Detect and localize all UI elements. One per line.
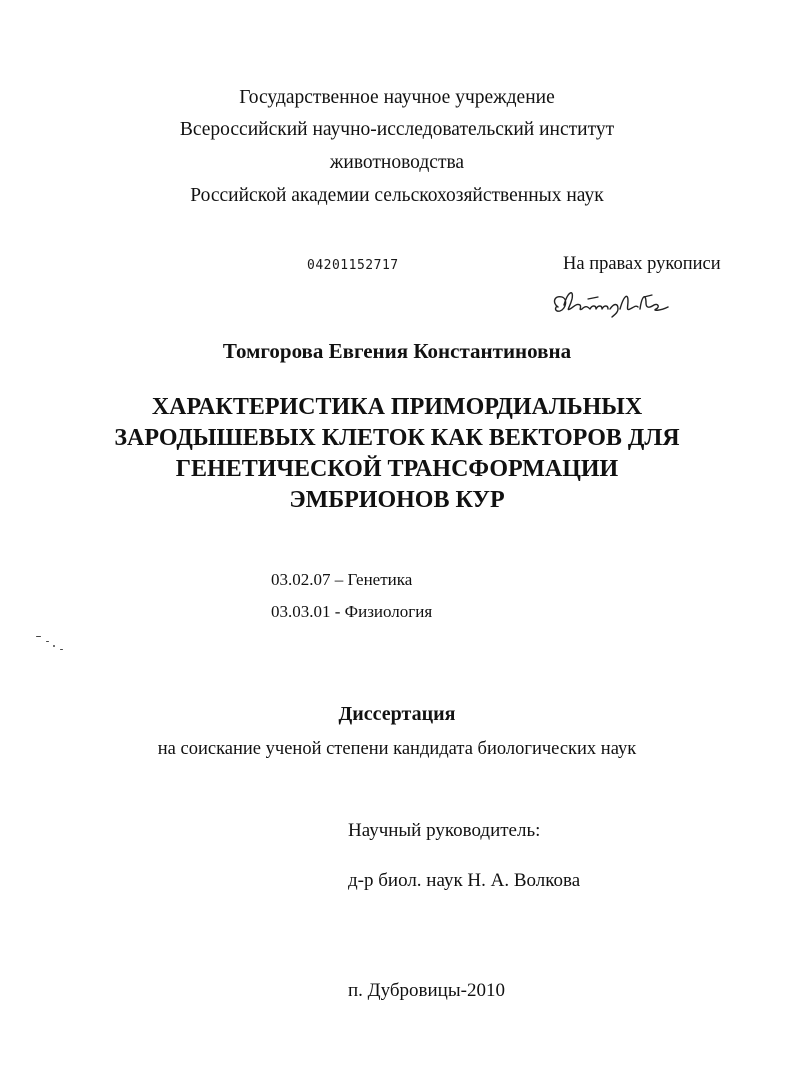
advisor-name: д-р биол. наук Н. А. Волкова: [348, 870, 581, 891]
institution-line-2: Всероссийский научно-исследовательский институт: [179, 119, 615, 140]
scan-speck: [60, 649, 63, 650]
title-line-2: ЗАРОДЫШЕВЫХ КЛЕТОК КАК ВЕКТОРОВ ДЛЯ: [114, 425, 680, 451]
title-line-1: ХАРАКТЕРИСТИКА ПРИМОРДИАЛЬНЫХ: [151, 394, 643, 420]
scan-speck: [46, 641, 49, 642]
author-name: Томгорова Евгения Константиновна: [222, 339, 572, 363]
signature-image: [548, 285, 678, 325]
advisor-label: Научный руководитель:: [348, 820, 541, 841]
institution-line-3: животноводства: [329, 152, 465, 173]
place-year: п. Дубровицы-2010: [348, 980, 505, 1001]
degree-line: на соискание ученой степени кандидата биологических наук: [157, 739, 637, 759]
institution-line-4: Российской академии сельскохозяйственных наук: [190, 185, 604, 206]
institution-line-1: Государственное научное учреждение: [239, 87, 555, 108]
document-type: Диссертация: [338, 703, 456, 725]
scan-speck: [53, 645, 55, 647]
scan-speck: [36, 636, 41, 637]
rights-notice: На правах рукописи: [563, 254, 721, 274]
document-code: 04201152717: [307, 258, 399, 273]
title-line-4: ЭМБРИОНОВ КУР: [289, 487, 505, 513]
specialty-physiology: 03.03.01 - Физиология: [271, 602, 433, 621]
specialty-genetics: 03.02.07 – Генетика: [271, 570, 413, 589]
title-line-3: ГЕНЕТИЧЕСКОЙ ТРАНСФОРМАЦИИ: [175, 456, 619, 482]
